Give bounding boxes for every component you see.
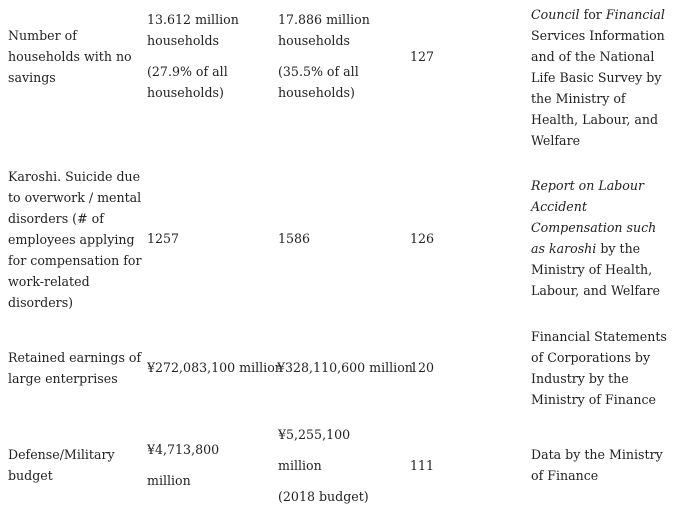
- row-defense-value-a-line2: million: [147, 473, 191, 488]
- row-households-source: Council for Financial Services Information and of the National Life Basic Survey by the Ministry of Health, Labour, and Welfare: [531, 7, 665, 148]
- row-households-value-a-note: (27.9% of all households): [147, 64, 228, 100]
- row-karoshi-rank: 126: [410, 231, 435, 246]
- row-retained-rank: 120: [410, 360, 435, 375]
- row-households-rank: 127: [410, 49, 435, 64]
- row-karoshi-value-a: 1257: [147, 231, 180, 246]
- row-defense-value-b-line3: (2018 budget): [278, 489, 369, 504]
- row-karoshi-indicator: Karoshi. Suicide due to overwork / mental disorders (# of employees applying for compensation for work-related disorders): [8, 169, 142, 310]
- row-retained-value-a: ¥272,083,100 million: [147, 360, 283, 375]
- row-defense-value-b-line2: million: [278, 458, 322, 473]
- row-retained-value-b: ¥328,110,600 million: [277, 360, 413, 375]
- row-households-value-a: 13.612 million households: [147, 12, 239, 48]
- row-defense-value-b-line1: ¥5,255,100: [278, 427, 351, 442]
- row-defense-source: Data by the Ministry of Finance: [531, 447, 663, 483]
- row-households-value-b-note: (35.5% of all households): [278, 64, 359, 100]
- row-karoshi-source: Report on Labour Accident Compensation such as karoshi by the Ministry of Health, Labour, and Welfare: [531, 178, 660, 298]
- row-karoshi-value-b: 1586: [278, 231, 311, 246]
- row-defense-value-a-line1: ¥4,713,800: [147, 442, 220, 457]
- row-households-value-b: 17.886 million households: [278, 12, 370, 48]
- row-retained-source: Financial Statements of Corporations by Industry by the Ministry of Finance: [531, 329, 667, 407]
- row-retained-indicator: Retained earnings of large enterprises: [8, 350, 142, 386]
- row-households-indicator: Number of households with no savings: [8, 28, 132, 85]
- row-defense-rank: 111: [410, 458, 435, 473]
- row-defense-indicator: Defense/Military budget: [8, 447, 115, 483]
